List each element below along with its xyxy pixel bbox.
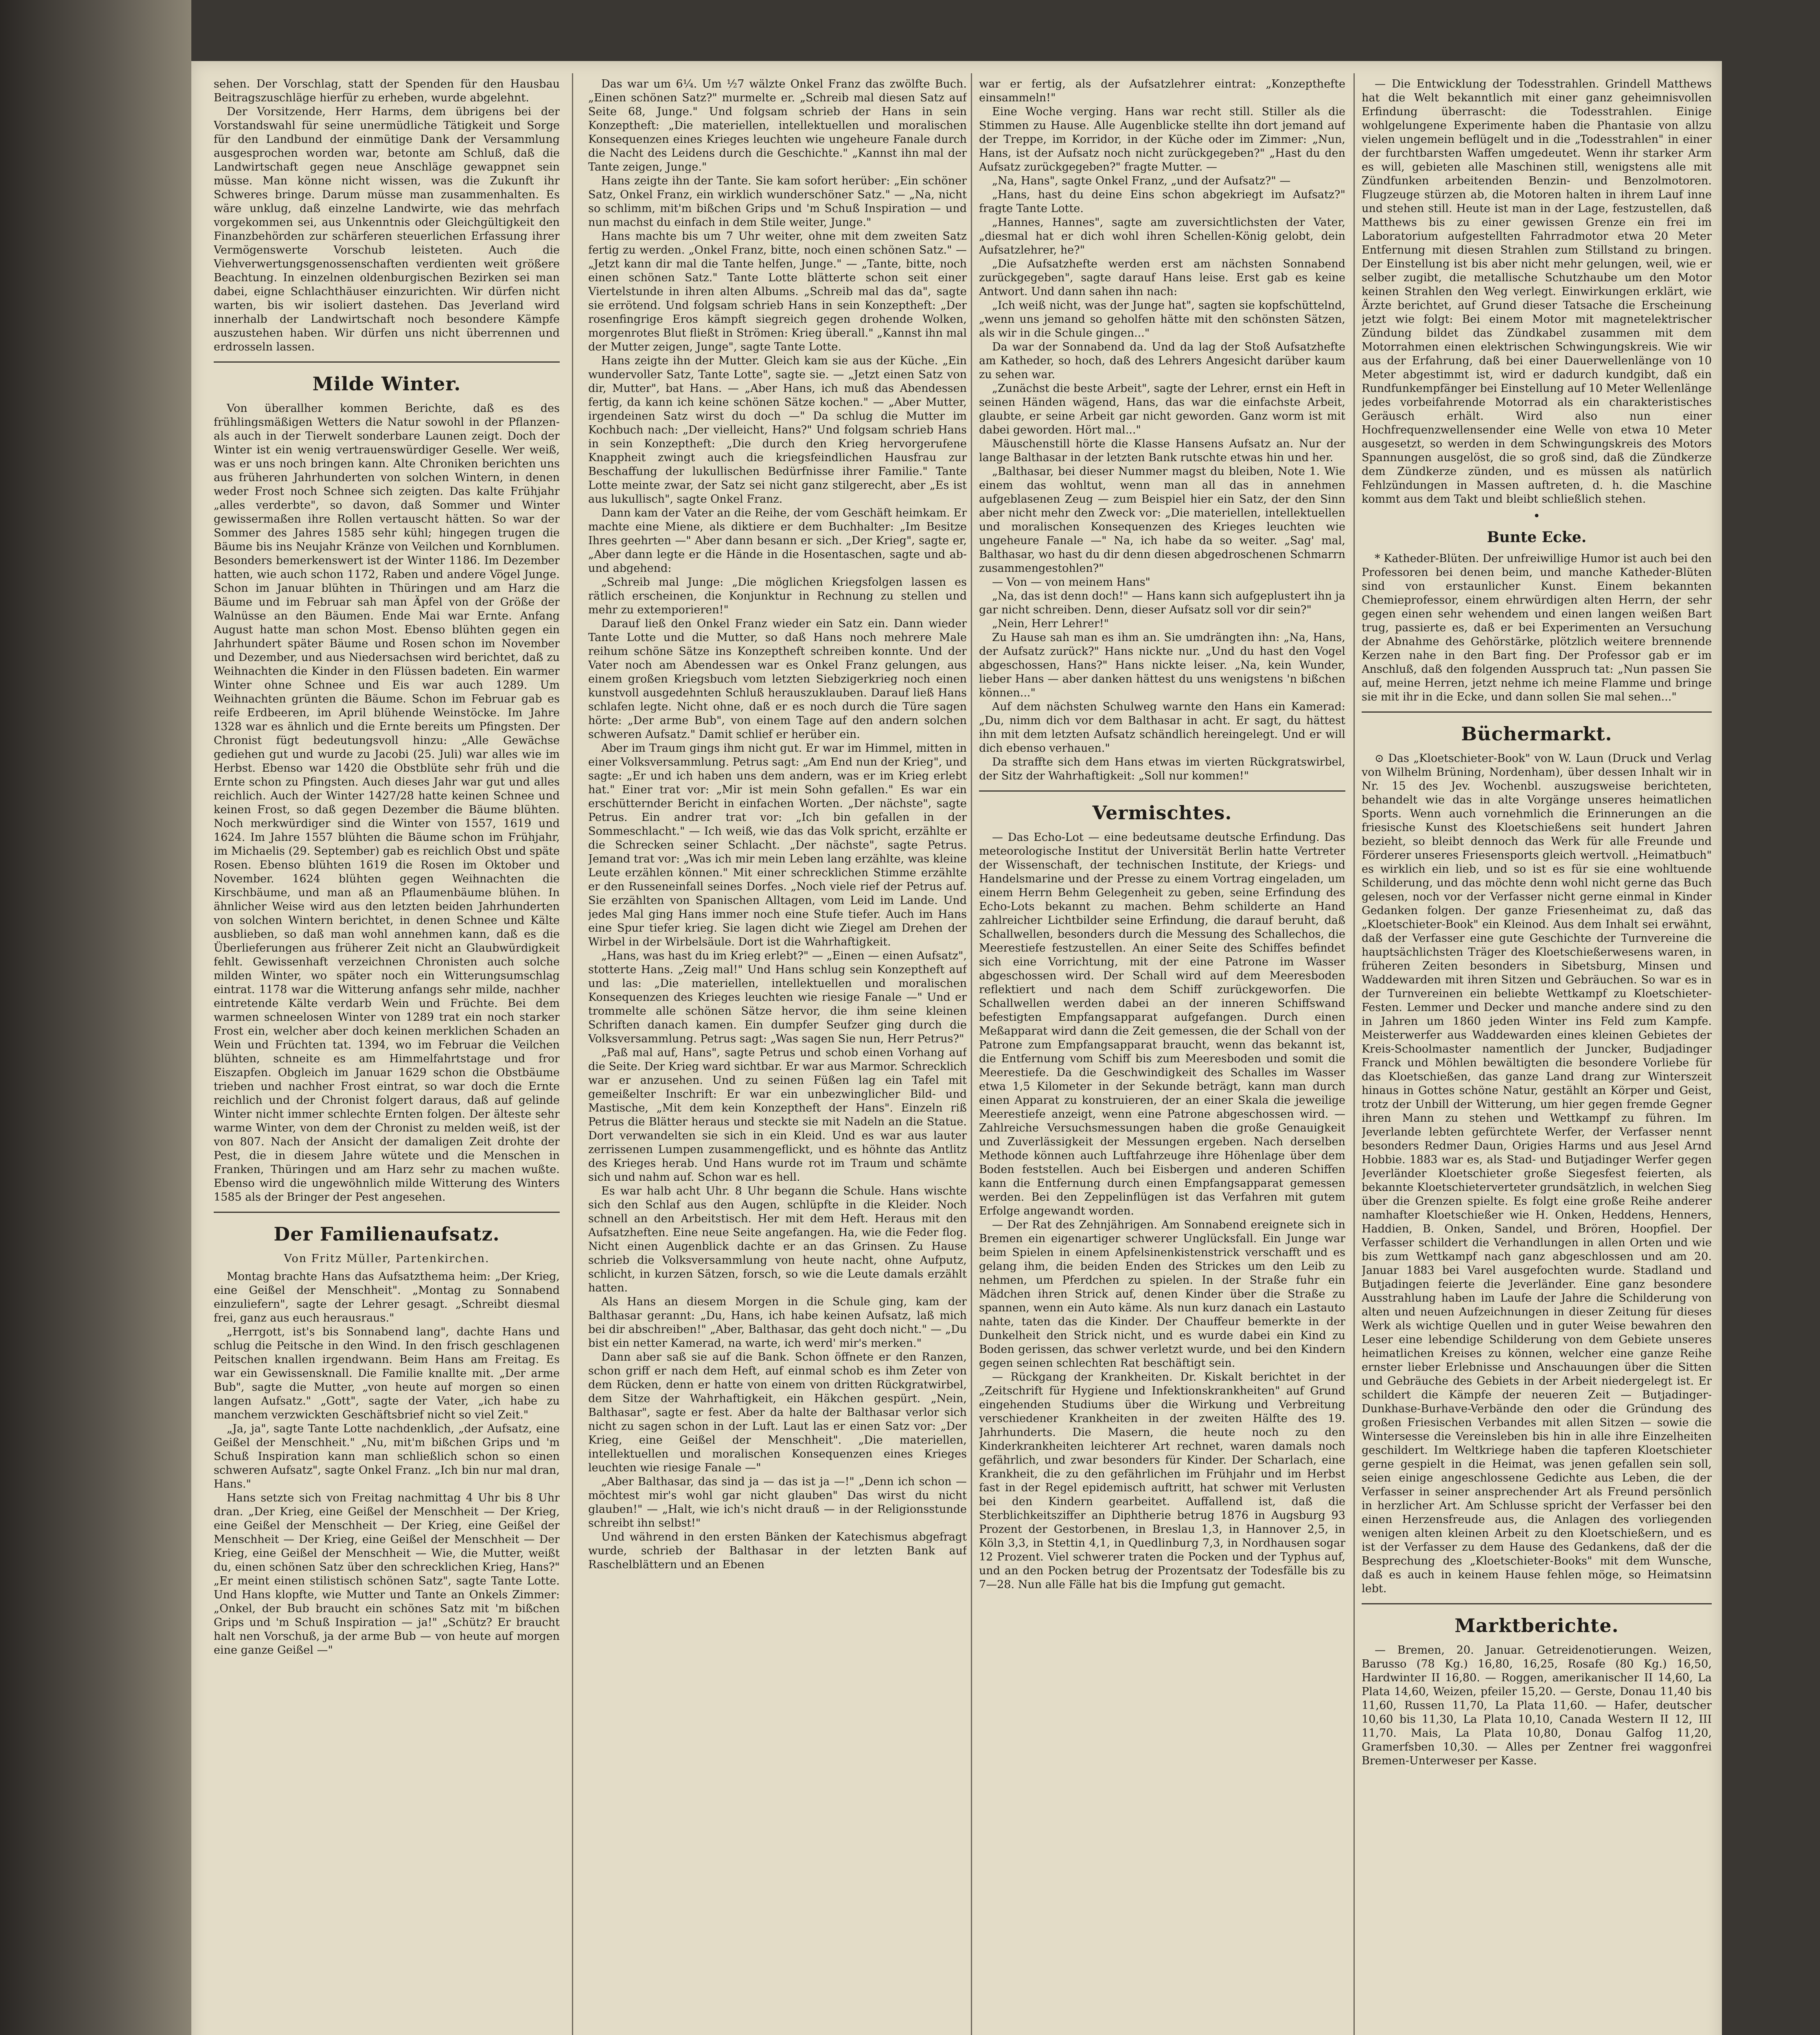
story-paragraph: „Paß mal auf, Hans", sagte Petrus und schob einen Vorhang auf die Seite. Der Krieg ward sichtbar. Er war aus Marmor. Schrecklich war er anzusehen. Und zu seinen Füßen lag ein Tafel mit gemeißelter Inschrift: Er war ein unbezwinglicher Bild- und Mastische, „Mit dem kein Konzeptheft der Hans". Einzeln riß Petrus die Blätter heraus und steckte sie mit Nadeln an die Statue. Dort verwandelten sie sich in ein Kleid. Und es war aus lauter zerrissenen Lumpen zusammengeflickt, und es höhnte das Antlitz des Krieges herab. Und Hans wurde rot im Traum und schämte sich und nahm auf. Schon war es hell. [588, 1046, 967, 1184]
story-paragraph: Aber im Traum gings ihm nicht gut. Er war im Himmel, mitten in einer Volksversammlung. Petrus sagt: „Am End nun der Krieg", und sagte: „Er und ich haben uns dem andern, was er im Krieg erlebt hat." Einer trat vor: „Mir ist mein Sohn gefallen." Es war ein erschütternder Bericht in einfachen Worten. „Der nächste", sagte Petrus. Ein andrer trat vor: „Ich bin gefallen in der Sommeschlacht." — Ich weiß, wie das das Volk spricht, erzählte er die Schrecken seiner Schlacht. „Der nächste", sagte Petrus. Jemand trat vor: „Was ich mir mein Leben lang erzählte, was kleine Leute erzählen können." Mit einer schrecklichen Stimme erzählte er den Russeneinfall seines Dorfes. „Noch viele rief der Petrus auf. Sie erzählten von Spanischen Alltagen, vom Leid im Lande. Und jedes Mal ging Hans immer noch eine Stufe tiefer. Auch im Hans eine Spur tiefer krieg. Sie lagen dicht wie Ziegel am Drehen der Wirbel in der Wirbelsäule. Dort ist die Wahrhaftigkeit. [588, 742, 967, 948]
story-paragraph: „Hannes, Hannes", sagte am zuversichtlichsten der Vater, „diesmal hat er dich wohl ihren Schellen-König gelobt, dein Aufsatzlehrer, he?" [979, 216, 1345, 256]
author-byline: Von Fritz Müller, Partenkirchen. [284, 1252, 490, 1265]
story-paragraph: Eine Woche verging. Hans war recht still. Stiller als die Stimmen zu Hause. Alle Augenblicke stellte ihn dort jemand auf der Treppe, im Korridor, in der Küche oder im Zimmer: „Nun, Hans, ist der Aufsatz noch nicht zurückgegeben?" „Hast du den Aufsatz zurückgegeben?" fragte Mutter. — [979, 105, 1345, 173]
story-paragraph: Da war der Sonnabend da. Und da lag der Stoß Aufsatzhefte am Katheder, so hoch, daß des Lehrers Angesicht darüber kaum zu sehen war. [979, 341, 1345, 381]
marktberichte-paragraph: — Bremen, 20. Januar. Getreidenotierungen. Weizen, Barusso (78 Kg.) 16,80, 16,25, Rosafe (80 Kg.) 16,50, Hardwinter II 16,80. — Roggen, amerikanischer II 14,60, La Plata 14,60, Weizen, pfeiler 15,20. — Gerste, Donau 11,40 bis 11,60, Russen 11,70, La Plata 11,60. — Hafer, deutscher 10,60 bis 11,30, La Plata 10,10, Canada Western II 12, III 11,70. Mais, La Plata 10,80, Donau Galfog 11,20, Gramerfsben 10,30. — Alles per Zentner frei waggonfrei Bremen-Unterweser per Kasse. [1362, 1644, 1712, 1767]
column-1 [214, 77, 560, 2035]
column-2 [588, 77, 967, 2035]
story-paragraph: „Schreib mal Junge: „Die möglichen Kriegsfolgen lassen es rätlich erscheinen, die Konjunktur in Rechnung zu stellen und mehr zu extemporieren!" [588, 576, 967, 616]
story-paragraph: „Hans, hast du deine Eins schon abgekriegt im Aufsatz?" fragte Tante Lotte. [979, 188, 1345, 215]
section-separator [214, 1212, 560, 1213]
story-paragraph: — Von — von meinem Hans" [992, 576, 1150, 589]
heading-buechermarkt: Büchermarkt. [1461, 723, 1612, 745]
story-paragraph: Und während in den ersten Bänken der Katechismus abgefragt wurde, schrieb der Balthasar in der letzten Bank auf Raschelblättern und an Ebenen [588, 1531, 967, 1571]
column-4 [1362, 77, 1712, 2035]
milde-winter-paragraph: Von überallher kommen Berichte, daß es des frühlingsmäßigen Wetters die Natur sowohl in der Pflanzen- als auch in der Tierwelt sonderbare Launen zeigt. Doch der Winter ist ein wenig vertrauenswürdiger Geselle. Wer weiß, was er uns noch bringen kann. Alte Chroniken berichten uns aus früheren Jahrhunderten von solchen Wintern, in denen weder Frost noch Schnee sich zeigten. Das kalte Frühjahr „alles verderbte", so davon, daß Sommer und Winter gewissermaßen ihre Rollen vertauscht hätten. So war der Sommer des Jahres 1585 sehr kühl; hingegen trugen die Bäume bis ins Neujahr Kränze von Veilchen und Kornblumen. Besonders bemerkenswert ist der Winter 1186. Im Dezember hatten, wie auch schon 1172, Raben und andere Vögel Junge. Schon im Januar blühten in Thüringen und am Harz die Bäume und im Februar sah man Äpfel von der Größe der Walnüsse an den Bäumen. Ende Mai war Ernte. Anfang August hatte man schon Most. Ebenso blühten gegen ein Jahrhundert später Bäume und Rosen schon im November und Dezember, und aus Niedersachsen wird berichtet, daß zu Weihnachten die Kinder in den Flüssen badeten. Ein warmer Winter ohne Schnee und Eis war auch 1289. Um Weihnachten grünten die Bäume. Schon im Februar gab es reife Erdbeeren, im April blühende Weinstöcke. Im Jahre 1328 war es ähnlich und die Ernte bereits um Pfingsten. Der Chronist fügt bedeutungsvoll hinzu: „Alle Gewächse gediehen gut und wurde zu Jacobi (25. Juli) war alles wie im Herbst. Ebenso war 1420 die Obstblüte sehr früh und die Ernte schon zu Pfingsten. Auch dieses Jahr war gut und alles reichlich. Auch der Winter 1427/28 hatte keinen Schnee und keinen Frost, so daß gegen Dezember die Bäume blühten. Noch merkwürdiger sind die Winter von 1557, 1619 und 1624. Im Jahre 1557 blühten die Bäume schon im Frühjahr, im Michaelis (29. September) gab es reichlich Obst und späte Rosen. Ebenso blühten 1619 die Rosen im Oktober und November. 1624 blühten gegen Weihnachten die Kirschbäume, und man aß an Pflaumenbäume blühen. In ähnlicher Weise wird aus den letzten beiden Jahrhunderten von solchen Wintern berichtet, in denen Schnee und Kälte ausblieben, so daß man wohl annehmen kann, daß es die Überlieferungen aus früherer Zeit nicht an Glaubwürdigkeit fehlt. Gewissenhaft verzeichnen Chronisten auch solche milden Winter, wo später noch ein Witterungsumschlag eintrat. 1178 war die Witterung anfangs sehr milde, nachher eintretende Kälte verdarb Wein und Früchte. Bei dem warmen schneelosen Winter von 1289 trat ein noch starker Frost ein, welcher aber doch keinen merklichen Schaden an Wein und Früchten tat. 1394, wo im Februar die Veilchen blühten, schneite es am Himmelfahrtstage und fror Eiszapfen. Obgleich im Januar 1629 schon die Obstbäume trieben und nachher Frost eintrat, so war doch die Ernte reichlich und der Chronist folgert daraus, daß auf gelinde Winter nicht immer schlechte Ernten folgen. Der älteste sehr warme Winter, von dem der Chronist zu melden weiß, ist der von 807. Nach der Ansicht der damaligen Zeit drohte der Pest, die in diesem Jahre wütete und die Menschen in Franken, Thüringen und am Harz sehr zu machen wußte. Ebenso wird die ungewöhnlich milde Witterung des Winters 1585 als der Bringer der Pest angesehen. [214, 402, 560, 1203]
story-paragraph: „Zunächst die beste Arbeit", sagte der Lehrer, ernst ein Heft in seinen Händen wägend, Hans, das war die einfachste Arbeit, glaubte, er seine Arbeit gar nicht geworden. Ganz worm ist mit dabei geworden. Hört mal..." [979, 382, 1345, 436]
bunte-ecke-paragraph: * Katheder-Blüten. Der unfreiwillige Humor ist auch bei den Professoren bei denen beim, und manche Katheder-Blüten sind von erstaunlicher Kunst. Einem bekannten Chemieprofessor, einem ehrwürdigen alten Herrn, der sehr gegen einen sehr wehendem und einen langen weißen Bart trug, passierte es, daß er bei Experimenten an Versuchung der Abnahme des Gehörstärke, plötzlich weitere brennende Kerzen nahe in den Bart fing. Der Professor gab er im Anschluß, daß den folgenden Ausspruch tat: „Nun passen Sie auf, meine Herren, jetzt nehme ich meine Flamme und bringe sie mit ihr in die Ecke, und dann sollen Sie mal sehen..." [1362, 552, 1712, 703]
story-paragraph: „Balthasar, bei dieser Nummer magst du bleiben, Note 1. Wie einem das wohltut, wenn man all das in annehmen aufgeblasenen Zeug — zum Beispiel hier ein Satz, der den Sinn aber nicht mehr den Zweck vor: „Die materiellen, intellektuellen und moralischen Konsequenzen des Krieges leuchten wie ungeheure Fanale —" Na, ich habe da so weiter. „Sag' mal, Balthasar, wo hast du dir denn diesen abgedroschenen Schmarrn zusammengestohlen?" [979, 465, 1345, 575]
story-paragraph: Hans machte bis um 7 Uhr weiter, ohne mit dem zweiten Satz fertig zu werden. „Onkel Franz, bitte, noch einen schönen Satz." — „Jetzt kann dir mal die Tante helfen, Junge." — „Tante, bitte, noch einen schönen Satz." Tante Lotte blätterte schon seit einer Viertelstunde in ihren alten Albums. „Schreib mal das da", sagte sie errötend. Und folgsam schrieb Hans in sein Konzeptheft: „Der rosenfingrige Eros kämpft siegreich gegen drohende Wolken, morgenrotes Blut fließt in Strömen: Krieg überall." „Kannst ihn mal der Mutter zeigen, Junge", sagte Tante Lotte. [588, 230, 967, 353]
heading-milde-winter: Milde Winter. [312, 373, 461, 395]
landbund-paragraph: Der Vorsitzende, Herr Harms, dem übrigens bei der Vorstandswahl für seine unermüdliche Tätigkeit und Sorge für den Landbund der einmütige Dank der Versammlung ausgesprochen worden war, betonte am Schluß, daß die Landwirtschaft gegen neue Anschläge gewappnet sein müsse. Man könne nicht wissen, was die Zukunft ihr Schweres bringe. Darum müsse man zusammenhalten. Es wäre unklug, daß einzelne Landwirte, wie das mehrfach vorgekommen sei, aus Unkenntnis oder Gleichgültigkeit den Finanzbehörden zur schärferen steuerlichen Erfassung ihrer Vermögenswerte Vorschub leisteten. Auch die Viehverwertungsgenossenschaften verdienten weit größere Beachtung. In einzelnen oldenburgischen Bezirken sei man dabei, eigne Schlachthäuser einzurichten. Wir dürfen nicht warten, bis wir isoliert dastehen. Das Jeverland wird innerhalb der Landwirtschaft noch besondere Kämpfe auszustehen haben. Wir dürfen uns nicht überrennen und erdrosseln lassen. [214, 105, 560, 353]
story-paragraph: Darauf ließ den Onkel Franz wieder ein Satz ein. Dann wieder Tante Lotte und die Mutter, so daß Hans noch mehrere Male reihum schöne Sätze ins Konzeptheft schreiben konnte. Und der Vater noch am Abendessen war es Onkel Franz gelungen, aus einem großen Kriegsbuch vom letzten Siebzigerkrieg noch einen kunstvoll ausgedehnten Schluß herauszuklauben. Darauf ließ Hans schlafen legte. Nicht ohne, daß er es noch durch die Türe sagen hörte: „Der arme Bub", von einem Tage auf den andern solchen schweren Aufsatz." Damit schlief er herüber ein. [588, 617, 967, 741]
heading-familienaufsatz: Der Familienaufsatz. [274, 1223, 500, 1245]
story-paragraph: „Na, Hans", sagte Onkel Franz, „und der Aufsatz?" — [992, 175, 1291, 187]
column-3 [979, 77, 1345, 2035]
story-paragraph: „Na, das ist denn doch!" — Hans kann sich aufgeplustert ihn ja gar nicht schreiben. Denn, dieser Aufsatz soll vor dir sein?" [979, 590, 1345, 616]
story-paragraph: Es war halb acht Uhr. 8 Uhr begann die Schule. Hans wischte sich den Schlaf aus den Augen, schlüpfte in die Kleider. Noch schnell an den Arbeitstisch. Her mit dem Heft. Heraus mit den Aufsatzheften. Eine neue Seite angefangen. Ha, wie die Feder flog. Nicht einen Augenblick dachte er an das Grinsen. Zu Hause schrieb die Volksversammlung von heute nacht, ohne Aufputz, schlicht, in kurzen Sätzen, forsch, so wie die Leute damals erzählt hatten. [588, 1185, 967, 1294]
story-paragraph: Montag brachte Hans das Aufsatzthema heim: „Der Krieg, eine Geißel der Menschheit". „Montag zu Sonnabend einzuliefern", sagte der Lehrer gesagt. „Schreibt diesmal frei, ganz aus euch herausraus." [214, 1270, 560, 1324]
story-paragraph: Hans zeigte ihn der Mutter. Gleich kam sie aus der Küche. „Ein wundervoller Satz, Tante Lotte", sagte sie. — „Jetzt einen Satz von dir, Mutter", bat Hans. — „Aber Hans, ich muß das Abendessen fertig, da kann ich keine schönen Sätze kochen." — „Aber Mutter, irgendeinen Satz wirst du doch —" Da schlug die Mutter im Kochbuch nach: „Der vielleicht, Hans?" Und folgsam schrieb Hans in sein Konzeptheft: „Die durch den Krieg hervorgerufene Knappheit zwingt auch die kriegsfeindlichen Hausfrau zur Beschaffung der lukullischen Bedürfnisse ihrer Familie." Tante Lotte meinte zwar, der Satz sei nicht ganz stilgerecht, aber „Es ist aus lukullisch", sagte Onkel Franz. [588, 354, 967, 505]
news-item-echolot: — Das Echo-Lot — eine bedeutsame deutsche Erfindung. Das meteorologische Institut der Universität Berlin hatte Vertreter der Wissenschaft, der technischen Institute, der Kriegs- und Handelsmarine und der Presse zu einem Vortrag eingeladen, um einem Herrn Behm Gelegenheit zu geben, seine Erfindung des Echo-Lots bekannt zu machen. Behm schilderte an Hand zahlreicher Lichtbilder seine Erfindung, die darauf beruht, daß Schallwellen, besonders durch die Messung des Schallechos, die Meerestiefe festzustellen. An einer Seite des Schiffes befindet sich eine Vorrichtung, mit der eine Patrone im Wasser abgeschossen wird. Der Schall wird auf dem Meeresboden reflektiert und nach dem Schiff zurückgeworfen. Die Schallwellen werden dabei an der inneren Schiffswand befestigten Empfangsapparat aufgefangen. Durch einen Meßapparat wird dann die Zeit gemessen, die der Schall von der Patrone zum Empfangsapparat braucht, wenn das bekannt ist, die Entfernung vom Schiff bis zum Meeresboden und somit die Meerestiefe. Da die Geschwindigkeit des Schalles im Wasser etwa 1,5 Kilometer in der Sekunde beträgt, kann man durch einen Apparat zu konstruieren, der an einer Skala die jeweilige Meerestiefe anzeigt, wenn eine Patrone abgeschossen wird. — Zahlreiche Versuchsmessungen haben die große Genauigkeit und Zuverlässigkeit der Messungen ergeben. Nach derselben Methode können auch Luftfahrzeuge ihre Höhenlage über dem Boden feststellen. Auch bei Eisbergen und anderen Schiffen kann die Entfernung durch einen Empfangsapparat gemessen werden. Bei den Zeppelinflügen ist das Verfahren mit gutem Erfolge angewandt worden. [979, 831, 1345, 1217]
story-paragraph: „Ja, ja", sagte Tante Lotte nachdenklich, „der Aufsatz, eine Geißel der Menschheit." „Nu, mit'm bißchen Grips und 'm Schuß Inspiration kann man schließlich schon so einen schweren Aufsatz", sagte Onkel Franz. „Ich bin nur mal dran, Hans." [214, 1422, 560, 1490]
story-paragraph: Als Hans an diesem Morgen in die Schule ging, kam der Balthasar gerannt: „Du, Hans, ich habe keinen Aufsatz, laß mich bei dir abschreiben!" „Aber, Balthasar, das geht doch nicht." — „Du bist ein netter Kamerad, na warte, ich werd' mir's merken." [588, 1295, 967, 1350]
asterisk-divider: • [1533, 509, 1540, 523]
story-paragraph: „Die Aufsatzhefte werden erst am nächsten Sonnabend zurückgegeben", sagte darauf Hans leise. Erst gab es keine Antwort. Und dann sahen ihn nach: [979, 258, 1345, 298]
story-paragraph: „Herrgott, ist's bis Sonnabend lang", dachte Hans und schlug die Peitsche in den Wind. In den frisch geschlagenen Peitschen knallen irgendwann. Beim Hans am Freitag. Es war ein Gewissensknall. Die Familie knallte mit. „Der arme Bub", sagte die Mutter, „von heute auf morgen so einen langen Aufsatz." „Gott", sagte der Vater, „ich habe zu manchem verzwickten Geschäftsbrief nicht so viel Zeit." [214, 1326, 560, 1421]
story-paragraph: Auf dem nächsten Schulweg warnte den Hans ein Kamerad: „Du, nimm dich vor dem Balthasar in acht. Er sagt, du hättest ihn mit dem letzten Aufsatz schändlich hereingelegt. Und er will dich ebenso verhauen." [979, 700, 1345, 755]
story-paragraph: Mäuschenstill hörte die Klasse Hansens Aufsatz an. Nur der lange Balthasar in der letzten Bank rutschte etwas hin und her. [979, 438, 1345, 464]
landbund-intro: sehen. Der Vorschlag, statt der Spenden für den Hausbau Beitragszuschläge hierfür zu erheben, wurde abgelehnt. [214, 78, 560, 104]
section-separator [1362, 1603, 1712, 1604]
column-rule-2 [971, 73, 972, 2035]
heading-marktberichte: Marktberichte. [1454, 1615, 1619, 1637]
story-paragraph: „Aber Balthasar, das sind ja — das ist ja —!" „Denn ich schon — möchtest mir's wohl gar nicht glauben" Das wirst du nicht glauben!" — „Halt, wie ich's nicht drauß — in der Religionsstunde schreibt ihn selbst!" [588, 1475, 967, 1530]
section-separator [979, 790, 1345, 792]
buechermarkt-paragraph: ⊙ Das „Kloetschieter-Book" von W. Laun (Druck und Verlag von Wilhelm Brüning, Nordenham), über dessen Inhalt wir in Nr. 15 des Jev. Wochenbl. auszugsweise berichteten, behandelt wie das in alte Vorgänge unseres heimatlichen Sports. Wenn auch vornehmlich die Erinnerungen an die friesische Kunst des Kloetschießens seit hundert Jahren bezieht, so bleibt dennoch das Werk für alle Freunde und Förderer unseres Friesensports gleich wertvoll. „Heimatbuch" es wirklich ein lieb, und so ist es für sie eine wohltuende Schilderung, und das möchte denn wohl nicht gerne das Buch gelesen, noch vor der Verfasser nicht gerne einmal in Kinder Gedanken folgen. Der ganze Friesenheimat zu, daß das „Kloetschieter-Book" ein Kleinod. Aus dem Inhalt sei erwähnt, daß der Verfasser eine gute Geschichte der Turnvereine die hauptsächlichsten Träger des Kloetschießerwesens waren, in früheren Zeiten besonders in Sibetsburg, Minsen und Waddewarden mit ihren Sitzen und Gebräuchen. So war es in der Turnvereinen ein beliebte Wettkampf zu Kloetschieter-Festen. Lemmer und Decker und manche andere sind zu den in Jahren um 1860 jeden Winter ins Feld zum Kampfe. Meisterwerfer aus Waddewarden eines kleinen Gebietes der Kreis-Schoolmaster namentlich der Juncker, Budjadinger Franck und Möhlen bewältigten die besondere Vorliebe für das Kloetschießen, das ganze Land drang zur Winterszeit hinaus in Gottes schöne Natur, gestählt an Körper und Geist, trotz der Unbill der Witterung, um hier gegen fremde Gegner ihren Mann zu stehen und Wettkampf zu führen. Im Jeverlande lebten gefürchtete Werfer, der Verfasser nennt besonders Redmer Daun, Origies Harms und aus Jesel Arnd Hobbie. 1883 war es, als Stad- und Butjadinger Werfer gegen Jeverländer Kloetschieter große Siegesfest feierten, als bekannte Kloetschieterverteter grundsätzlich, in welchen Sieg über die Grenzen spielte. Es folgt eine große Reihe anderer namhafter Kloetschießer wie H. Onken, Heddens, Henners, Haddien, B. Onken, Sandel, und Brören, Hoopfiel. Der Verfasser schildert die Verhandlungen in allen Orten und wie bis zum Wettkampf nach ganz abgeschlossen und am 20. Januar 1883 bei Varel ausgefochten wurde. Stadland und Butjadingen feierte die Jeverländer. Eine ganz besondere Ausstrahlung haben im Laufe der Jahre die Schilderung von alten und neuen Aufzeichnungen in dieser Zeitung für dieses Werk als wichtige Quellen und in guter Weise bewahren den Leser eine lebendige Schilderung von dem Gebiete unseres heimatlichen Kreises zu können, welcher eine ganze Reihe ernster lieber Erlebnisse und Anschauungen über die Sitten und Gebräuche des Gebiets in der Arbeit niedergelegt ist. Er schildert die Kämpfe der neueren Zeit — Butjadinger-Dunkhase-Burhave-Verbände den oder die Gründung des großen Friesischen Verbandes mit allen Sitzen — sowie die Wintersesse die Vereinsleben bis hin in alle ihre Einzelheiten geschildert. Im Weltkriege haben die tapferen Kloetschieter gerne gespielt in die Heimat, was jenen gefallen sein soll, seien einige angeschlossene Gedichte aus Leben, die der Verfasser in seiner ansprechender Art als Freund persönlich in herzlicher Art. Am Schlusse spricht der Verfasser bei den einen Herzensfreude aus, die Anlagen des vorliegenden wenigen alten kleinen Arbeit zu den Kloetschießern, und es ist der Verfasser zu dem Hause des Gedankens, daß der die Besprechung des „Kloetschieter-Books" mit dem Wunsche, daß es auch in keinem Hause fehlen möge, so Heimatsinn lebt. [1362, 752, 1712, 1595]
story-paragraph: „Hans, was hast du im Krieg erlebt?" — „Einen — einen Aufsatz", stotterte Hans. „Zeig mal!" Und Hans schlug sein Konzeptheft auf und las: „Die materiellen, intellektuellen und moralischen Konsequenzen des Krieges leuchten wie riesige Fanale —" Und er trommelte alle schönen Sätze hervor, die ihm seine kleinen Schriften danach kamen. Ein dumpfer Seufzer ging durch die Volksversammlung. Petrus sagt: „Was sagen Sie nun, Herr Petrus?" [588, 950, 967, 1045]
story-paragraph: „Ich weiß nicht, was der Junge hat", sagten sie kopfschüttelnd, „wenn uns jemand so geholfen hätte mit den schönsten Sätzen, als wir in die Schule gingen..." [979, 299, 1345, 339]
story-paragraph: Dann aber saß sie auf die Bank. Schon öffnete er den Ranzen, schon griff er nach dem Heft, auf einmal schob es ihm Zeter von dem Rücken, denn er hatte von einem von dritten Rückgratwirbel, dem Sitze der Wahrhaftigkeit, ein Häkchen gespürt. „Nein, Balthasar", sagte er fest. Aber da halte der Balthasar verlor sich nicht zu sagen schon in der Luft. Laut las er einen Satz vor: „Der Krieg, eine Geißel der Menschheit". „Die materiellen, intellektuellen und moralischen Konsequenzen eines Krieges leuchten wie riesige Fanale —" [588, 1351, 967, 1474]
story-paragraph: Hans zeigte ihn der Tante. Sie kam sofort herüber: „Ein schöner Satz, Onkel Franz, ein wirklich wunderschöner Satz." — „Na, nicht so schlimm, mit'm bißchen Grips und 'm Schuß Inspiration — und nun machst du einfach in dem Stile weiter, Junge." [588, 175, 967, 229]
news-item-zehnjaehrigen: — Der Rat des Zehnjährigen. Am Sonnabend ereignete sich in Bremen ein eigenartiger schwerer Unglücksfall. Ein Junge war beim Spielen in einem Apfelsinenkistenstrick verschafft und es gelang ihm, die beiden Enden des Strickes um den Leib zu nehmen, um Pferdchen zu spielen. In der Straße fuhr ein Mädchen ihren Strick auf, denen Kinder über die Straße zu spannen, wenn ein Auto käme. Als nun kurz danach ein Lastauto nahte, taten das die Kinder. Der Chauffeur bemerkte in der Dunkelheit den Strick nicht, und es wurde dabei ein Kind zu Boden gerissen, das schwer verletzt wurde, und bei den Kindern gegen seinen schlechten Rat beschäftigt sein. [979, 1219, 1345, 1370]
story-paragraph: war er fertig, als der Aufsatzlehrer eintrat: „Konzepthefte einsammeln!" [979, 78, 1345, 104]
news-item-todesstrahlen: — Die Entwicklung der Todesstrahlen. Grindell Matthews hat die Welt bekanntlich mit einer ganz geheimnisvollen Erfindung überrascht: die Todesstrahlen. Einige wohlgelungene Experimente haben die Phantasie von allzu vielen ungemein beflügelt und in die „Todesstrahlen" in einer der furchtbarsten Waffen umgedeutet. Wenn ihr starker Arm es will, gebieten alle Maschinen still, wenigstens alle mit Zündfunken arbeitenden Benzin- und Benzolmotoren. Flugzeuge stürzen ab, die Motoren halten in ihrem Lauf inne und stehen still. Heute ist man in der Lage, festzustellen, daß Matthews bis zu einer gewissen Grenze ein frei im Laboratorium aufgestellten Fahrradmotor etwa 20 Meter Entfernung mit diesen Strahlen zum Stillstand zu bringen. Der Einstellung ist bis aber nicht mehr gelungen, weil, wie er selber zugibt, die metallische Schutzhaube um den Motor keinen Strahlen den Weg verlegt. Einwirkungen erklärt, wie Ärzte berichtet, auf Grund dieser Tatsache die Erscheinung jetzt wie folgt: Bei einem Motor mit magnetelektrischer Zündung bildet das Zündkabel zusammen mit dem Motorrahmen einen elektrischen Schwingungskreis. Wie wir aus der Erfahrung, daß bei einer Dauerwellenlänge von 10 Meter abgestimmt ist, wird er dadurch kundgibt, daß ein Rundfunkempfänger bei Einstellung auf 10 Meter Wellenlänge jedes vorbeifahrende Motorrad als ein charakteristisches Geräusch erhält. Wird also nun einer Hochfrequenzwellensender eine Welle von etwa 10 Meter ausgesetzt, so werden in dem Schwingungskreis des Motors Spannungen ausgelöst, die so groß sind, daß die Zündkerze dem Zündkerze zünden, und es müssen als natürlich Fehlzündungen in Massen auftreten, d. h. die Maschine kommt aus dem Takt und bleibt schließlich stehen. [1362, 78, 1712, 505]
story-paragraph: Zu Hause sah man es ihm an. Sie umdrängten ihn: „Na, Hans, der Aufsatz zurück?" Hans nickte nur. „Und du hast den Vogel abgeschossen, Hans?" Hans nickte leiser. „Na, kein Wunder, lieber Hans — aber danken hättest du uns wenigstens 'n bißchen können..." [979, 631, 1345, 699]
story-paragraph: Dann kam der Vater an die Reihe, der vom Geschäft heimkam. Er machte eine Miene, als diktiere er dem Buchhalter: „Im Besitze Ihres geehrten —" Aber dann besann er sich. „Der Krieg", sagte er, „Aber dann legte er die Hände in die Hosentaschen, sagte und ab- und abgehend: [588, 507, 967, 575]
story-paragraph: Hans setzte sich von Freitag nachmittag 4 Uhr bis 8 Uhr dran. „Der Krieg, eine Geißel der Menschheit — Der Krieg, eine Geißel der Menschheit — Der Krieg, eine Geißel der Menschheit — Der Krieg, eine Geißel der Menschheit — Der Krieg, eine Geißel der Menschheit — Wie, die Mutter, weißt du, einen schönen Satz über den schrecklichen Krieg, Hans?" „Er meint einen stilistisch schönen Satz", sagte Tante Lotte. Und Hans klopfte, wie Mutter und Tante an Onkels Zimmer: „Onkel, der Bub braucht ein schönes Satz mit 'm bißchen Grips und 'm Schuß Inspiration — ja!" „Schütz? Er braucht halt nen Vorschuß, ja der arme Bub — von heute auf morgen eine ganze Geißel —" [214, 1492, 560, 1656]
story-paragraph: Da straffte sich dem Hans etwas im vierten Rückgratswirbel, der Sitz der Wahrhaftigkeit: „Soll nur kommen!" [979, 756, 1345, 782]
story-paragraph: Das war um 6¼. Um ½7 wälzte Onkel Franz das zwölfte Buch. „Einen schönen Satz?" murmelte er. „Schreib mal diesen Satz auf Seite 68, Junge." Und folgsam schrieb der Hans in sein Konzeptheft: „Die materiellen, intellektuellen und moralischen Konsequenzen eines Krieges leuchten wie ungeheure Fanale durch die Nacht des Leidens durch die Geschichte." „Kannst ihn mal der Tante zeigen, Junge." [588, 78, 967, 173]
heading-bunte-ecke: Bunte Ecke. [1487, 529, 1587, 546]
book-binding-gutter [0, 0, 191, 2035]
column-rule-3 [1354, 73, 1355, 2035]
column-rule-1 [572, 73, 573, 2035]
heading-vermischtes: Vermischtes. [1092, 802, 1232, 824]
section-separator [1362, 711, 1712, 713]
section-separator [214, 361, 560, 363]
story-paragraph: „Nein, Herr Lehrer!" [992, 617, 1109, 630]
news-item-krankheiten: — Rückgang der Krankheiten. Dr. Kiskalt berichtet in der „Zeitschrift für Hygiene und Infektionskrankheiten" auf Grund eingehenden Studiums über die Wirkung und Verbreitung verschiedener Krankheiten in der zweiten Hälfte des 19. Jahrhunderts. Die Masern, die heute noch zu den Kinderkrankheiten leichterer Art rechnet, waren damals noch gefährlich, und zwar besonders für Kinder. Der Scharlach, eine Krankheit, die zu den gefährlichen im Frühjahr und im Herbst fast in der Regel epidemisch auftritt, hat schwer mit Verlusten bei den Kindern gearbeitet. Auffallend ist, daß die Sterblichkeitsziffer an Diphtherie betrug 1876 in Augsburg 93 Prozent der Gestorbenen, in Breslau 1,3, in Hannover 2,5, in Köln 3,3, in Stettin 4,1, in Quedlinburg 7,3, in Nordhausen sogar 12 Prozent. Viel schwerer traten die Pocken und der Typhus auf, und an den Pocken betrug der Prozentsatz der Todesfälle bis zu 7—28. Nun alle Fälle hat bis die Impfung gut gemacht. [979, 1371, 1345, 1591]
